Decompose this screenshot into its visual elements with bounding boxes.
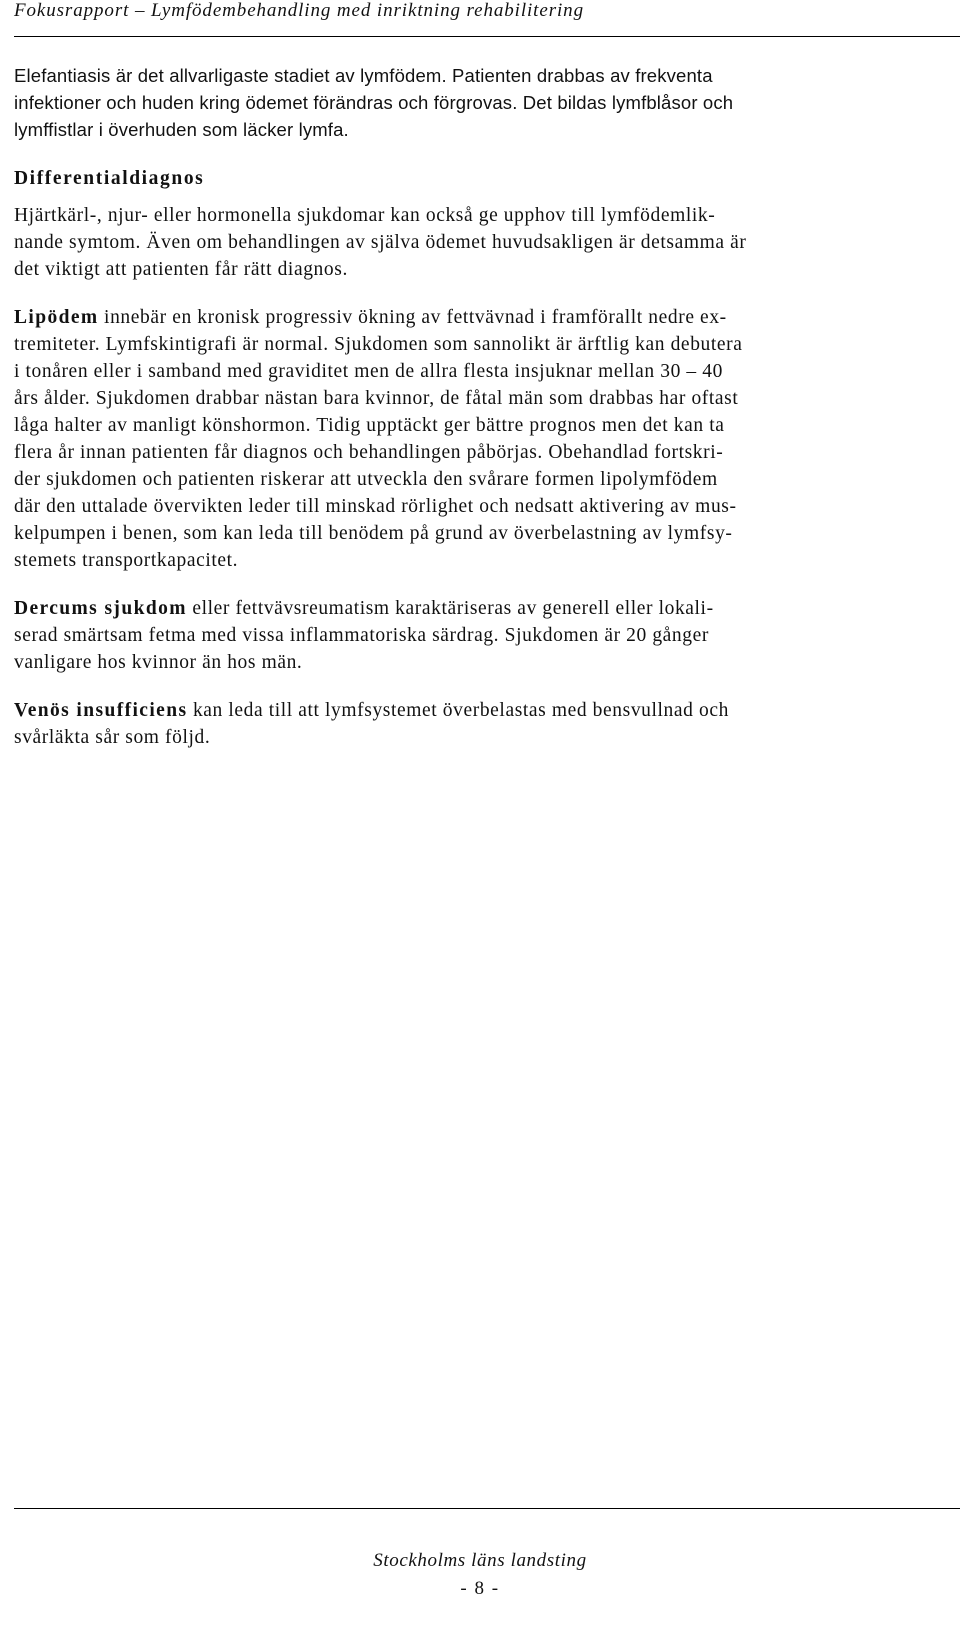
body-line — [14, 697, 949, 724]
body-line: der sjukdomen och patienten riskerar att utveckla den svårare formen lipolymfödem — [14, 469, 718, 490]
body-line: kelpumpen i benen, som kan leda till benödem på grund av överbelastning av lymfsy- — [14, 523, 733, 544]
body-line — [14, 595, 949, 622]
body-line: tremiteter. Lymfskintigrafi är normal. Sjukdomen som sannolikt är ärftlig kan debutera — [14, 334, 743, 355]
term-continuation: eller fettvävsreumatism karaktäriseras av generell eller lokali- — [186, 598, 714, 619]
lipodem-paragraph — [14, 304, 949, 574]
page-body — [14, 62, 949, 751]
body-line: flera år innan patienten får diagnos och behandlingen påbörjas. Obehandlad fortskri- — [14, 442, 724, 463]
section-heading-differentialdiagnos: Differentialdiagnos — [14, 168, 205, 189]
body-line: vanligare hos kvinnor än hos män. — [14, 652, 303, 673]
body-line: det viktigt att patienten får rätt diagnos. — [14, 259, 348, 280]
body-line: Hjärtkärl-, njur- eller hormonella sjukdomar kan också ge upphov till lymfödemlik- — [14, 205, 716, 226]
body-line: infektioner och huden kring ödemet förändras och förgrovas. Det bildas lymfblåsor och — [14, 92, 734, 113]
body-line: där den uttalade övervikten leder till minskad rörlighet och nedsatt aktivering av mus- — [14, 496, 737, 517]
body-line: stemets transportkapacitet. — [14, 550, 239, 571]
body-line — [14, 304, 949, 331]
running-header: Fokusrapport – Lymfödembehandling med inriktning rehabilitering — [14, 0, 584, 21]
dercum-paragraph — [14, 595, 949, 676]
body-line: Elefantiasis är det allvarligaste stadiet av lymfödem. Patienten drabbas av frekventa — [14, 65, 713, 86]
body-line: serad smärtsam fetma med vissa inflammatoriska särdrag. Sjukdomen är 20 gånger — [14, 625, 709, 646]
footer-organization: Stockholms läns landsting — [373, 1550, 587, 1571]
body-line: låga halter av manligt könshormon. Tidig upptäckt ger bättre prognos men det kan ta — [14, 415, 725, 436]
term-venos-insufficiens: Venös insufficiens — [14, 700, 188, 721]
body-line: lymffistlar i överhuden som läcker lymfa. — [14, 119, 349, 140]
footer-divider — [14, 1508, 960, 1509]
differential-paragraph — [14, 202, 949, 283]
body-line: i tonåren eller i samband med graviditet men de allra flesta insjuknar mellan 30 – 40 — [14, 361, 723, 382]
body-line: svårläkta sår som följd. — [14, 727, 211, 748]
venos-paragraph — [14, 697, 949, 751]
term-continuation: innebär en kronisk progressiv ökning av fettvävnad i framförallt nedre ex- — [98, 307, 727, 328]
body-line: nande symtom. Även om behandlingen av själva ödemet huvudsakligen är detsamma är — [14, 232, 747, 253]
term-continuation: kan leda till att lymfsystemet överbelastas med bensvullnad och — [187, 700, 729, 721]
header-divider — [14, 36, 960, 37]
elefantiasis-paragraph — [14, 62, 949, 143]
term-dercum: Dercums sjukdom — [14, 598, 187, 619]
page-number: - 8 - — [460, 1578, 500, 1599]
body-line: års ålder. Sjukdomen drabbar nästan bara kvinnor, de fåtal män som drabbas har oftast — [14, 388, 739, 409]
term-lipodem: Lipödem — [14, 307, 99, 328]
